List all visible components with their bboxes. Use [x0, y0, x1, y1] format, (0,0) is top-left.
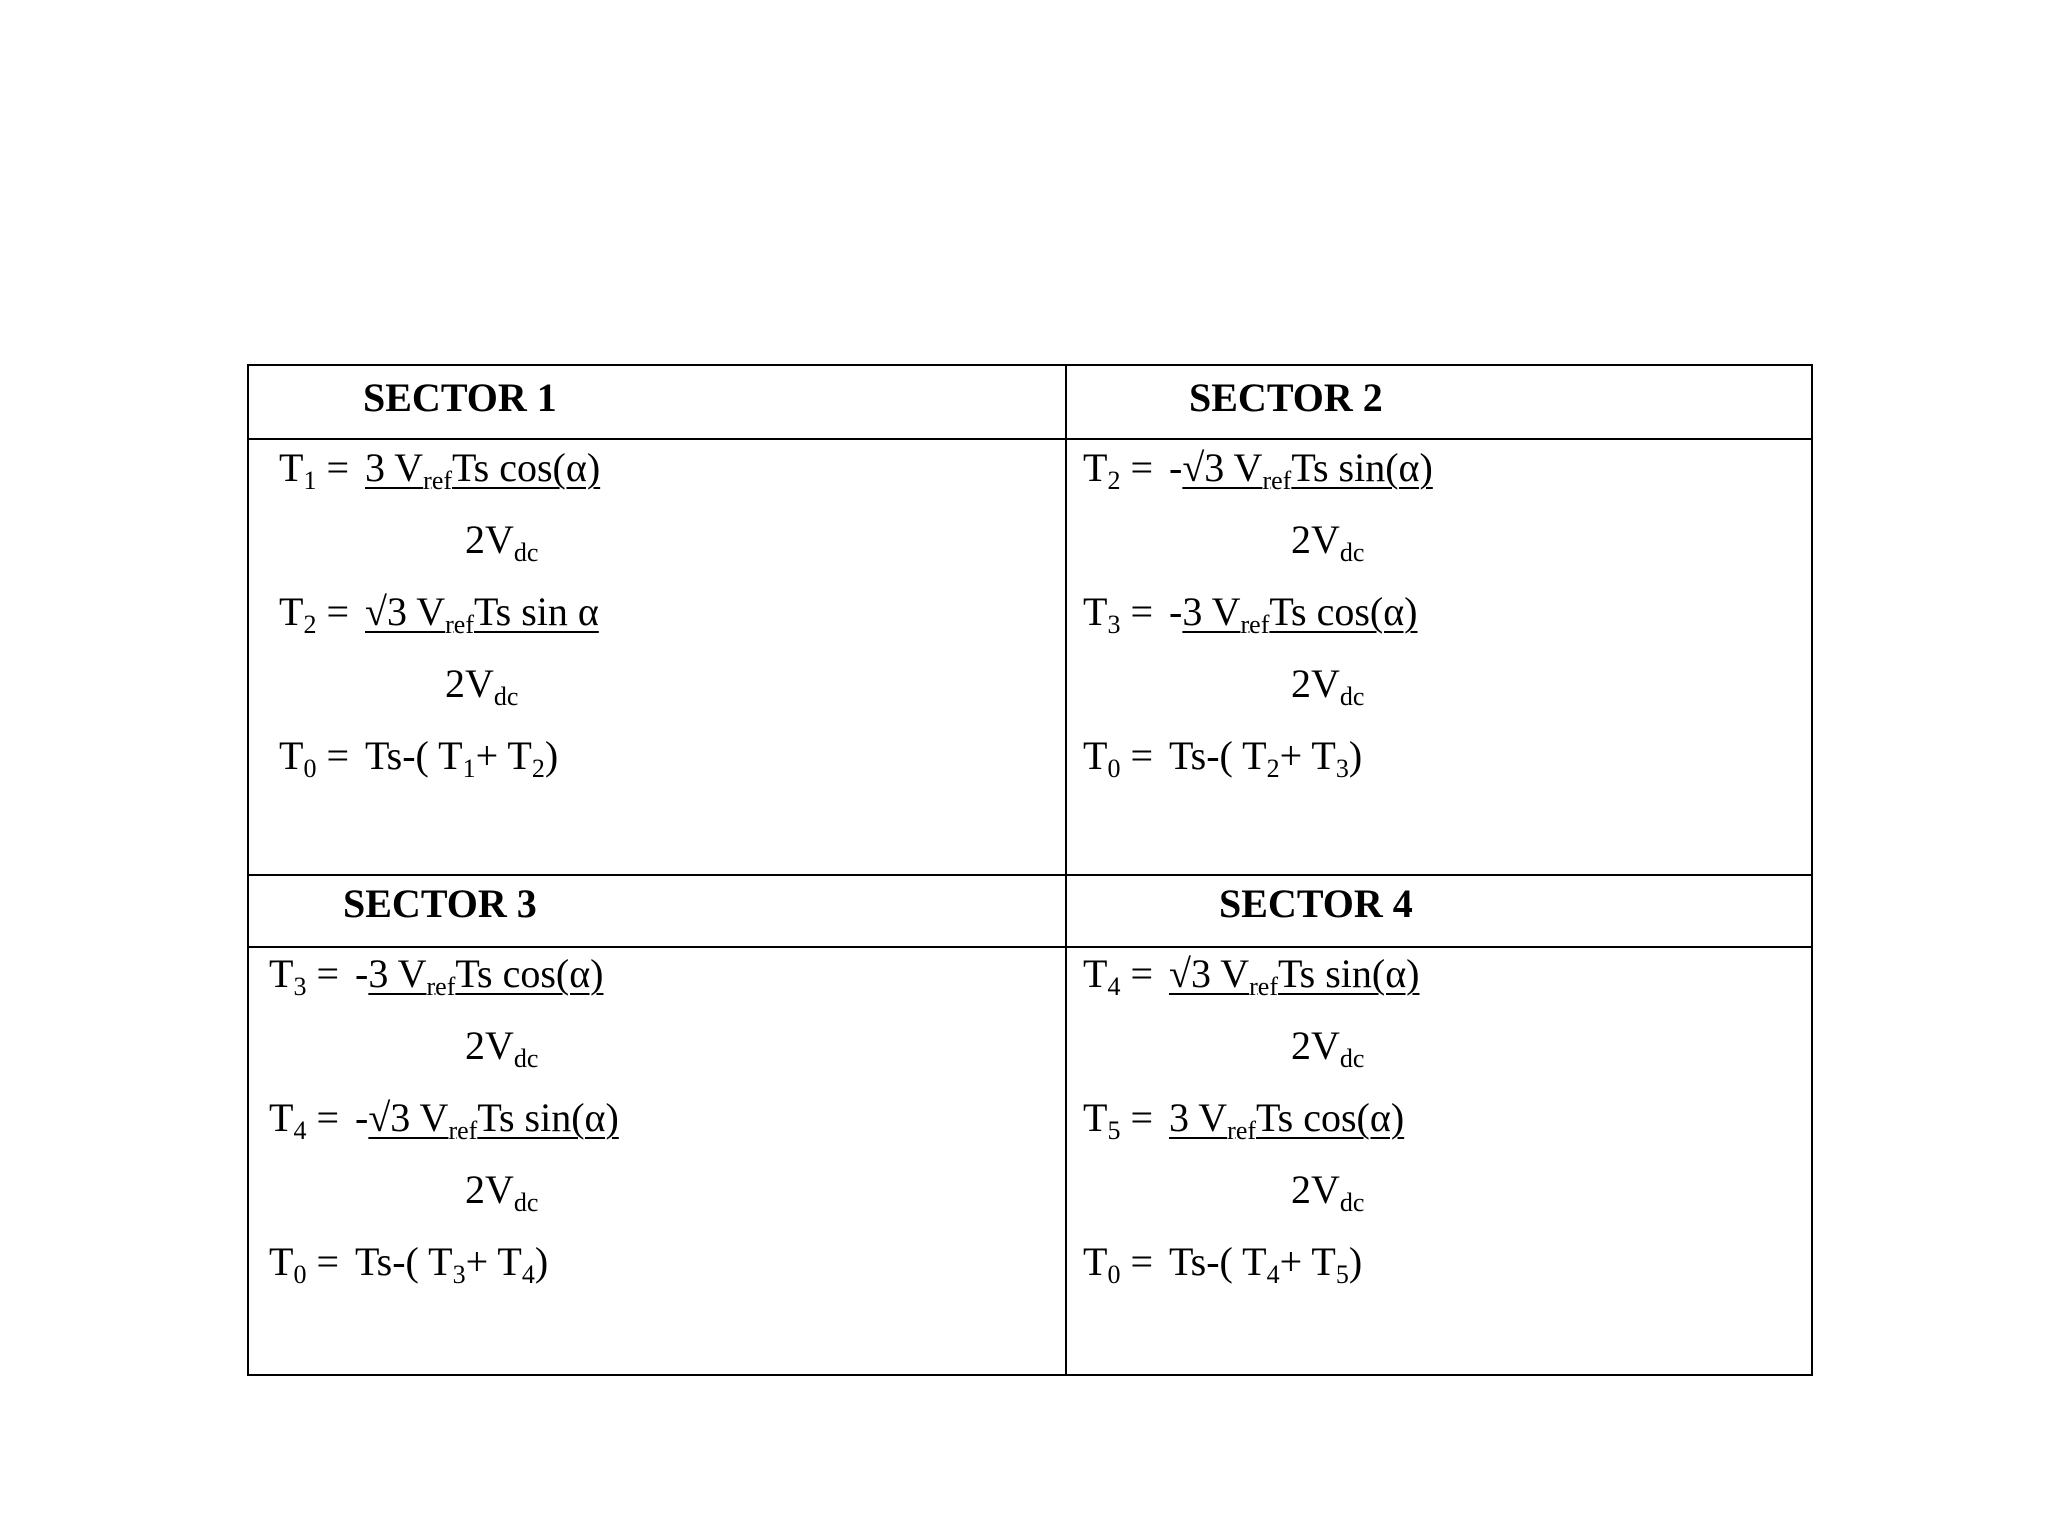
- sector-1-equation-1: $T_1 = 3$ $V_{ref}Ts$ cos(α): [279, 445, 601, 495]
- sector-3-denominator-2: $2V_{dc}$: [465, 1167, 539, 1217]
- sector-3-equation-3: $T_0 = Ts-$( $T_3+ T_4$): [269, 1239, 549, 1289]
- sector-2-denominator-2: $2V_{dc}$: [1291, 661, 1365, 711]
- sector-2-equation-2: $T_3 = -3$ $V_{ref}Ts$ cos(α): [1083, 589, 1418, 639]
- sector-3-equation-2: $T_4 = -√3$ $V_{ref}Ts$ sin(α): [269, 1095, 619, 1145]
- sector-4-equation-3: $T_0 = Ts-$( $T_4+ T_5$): [1083, 1239, 1363, 1289]
- sector-3-title: SECTOR 3: [343, 881, 537, 926]
- sector-2-title: SECTOR 2: [1189, 375, 1383, 420]
- column-divider: [1065, 366, 1067, 1374]
- sector-4-title: SECTOR 4: [1219, 881, 1413, 926]
- sector-2-equation-1: $T_2 = -√3$ $V_{ref}Ts$ sin(α): [1083, 445, 1433, 495]
- sector-4-equation-2: $T_5 = 3$ $V_{ref}Ts$ cos(α): [1083, 1095, 1405, 1145]
- sector-3-equation-1: $T_3 = -3$ $V_{ref}Ts$ cos(α): [269, 951, 604, 1001]
- sector-4-denominator-2: $2V_{dc}$: [1291, 1167, 1365, 1217]
- sector-1-title: SECTOR 1: [363, 375, 557, 420]
- sector-1-equation-2: $T_2 = √3$ $V_{ref}Ts$ sin α: [279, 589, 599, 639]
- sector-4-denominator-1: $2V_{dc}$: [1291, 1023, 1365, 1073]
- row-divider: [249, 438, 1811, 440]
- sector-4-equation-1: $T_4 = √3$ $V_{ref}Ts$ sin(α): [1083, 951, 1420, 1001]
- sector-2-equation-3: $T_0 = Ts-$( $T_2+ T_3$): [1083, 733, 1363, 783]
- row-divider: [249, 946, 1811, 948]
- sector-1-denominator-2: $2V_{dc}$: [445, 661, 519, 711]
- row-divider: [249, 874, 1811, 876]
- sector-2-denominator-1: $2V_{dc}$: [1291, 517, 1365, 567]
- sector-1-equation-3: $T_0 = Ts-$( $T_1+ T_2$): [279, 733, 559, 783]
- sector-1-denominator-1: $2V_{dc}$: [465, 517, 539, 567]
- sector-3-denominator-1: $2V_{dc}$: [465, 1023, 539, 1073]
- sector-table: [247, 364, 1813, 1376]
